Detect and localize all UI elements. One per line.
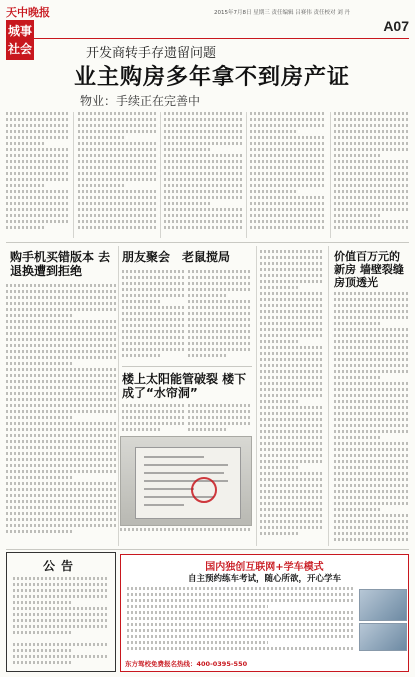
lead-body-col3	[164, 112, 242, 238]
notice-title: 公告	[42, 559, 79, 573]
lead-body-col1	[6, 112, 70, 238]
ad-photo-car	[359, 589, 407, 621]
lead-body-col4	[250, 112, 326, 238]
masthead	[6, 4, 74, 60]
column-rule	[330, 112, 331, 238]
story-headline-friend: 朋友聚会 老鼠搅局	[122, 250, 231, 264]
lead-body-col5	[334, 112, 409, 238]
public-notice	[6, 552, 116, 672]
ad-title: 国内独创互联网+学车模式	[205, 562, 324, 573]
seal-stamp-icon	[191, 477, 217, 503]
issue-meta: 2015年7月8日 星期三 责任编辑 吕赛伟 责任校对 刘 丹	[214, 10, 350, 16]
column-rule	[160, 112, 161, 238]
column-rule	[328, 246, 329, 546]
ad-subtitle: 自主预约练车考试，随心所欲，开心学车	[187, 574, 341, 584]
story-body-wall	[334, 292, 409, 546]
story-body-friend-col1	[122, 270, 184, 362]
ad-hotline: 东方驾校免费报名热线：400-0395-550	[125, 660, 248, 668]
column-rule	[256, 246, 257, 546]
section-divider	[6, 549, 409, 550]
story-body-pipe-col3	[260, 250, 324, 546]
section-divider	[6, 242, 409, 243]
story-headline-phone: 购手机买错版本 去退换遭到拒绝	[10, 250, 111, 279]
section-label-line2: 社会	[7, 42, 32, 56]
lead-headline: 业主购房多年拿不到房产证	[74, 65, 351, 90]
header-rule	[6, 38, 409, 39]
column-rule	[118, 246, 119, 546]
column-rule	[246, 112, 247, 238]
notice-body	[13, 577, 109, 667]
story-body-phone	[6, 284, 116, 546]
story-body-friend-col2	[188, 270, 250, 362]
section-divider	[122, 366, 252, 367]
ad-body	[127, 587, 355, 653]
brand-logo: 天中晚报	[6, 6, 50, 19]
story-body-pipe-col1	[122, 404, 184, 434]
lead-body-col2	[78, 112, 156, 238]
lead-kicker: 开发商转手存遗留问题	[86, 46, 217, 61]
driving-school-ad	[120, 554, 409, 672]
story-body-pipe-col2	[188, 404, 250, 434]
column-rule	[73, 112, 74, 238]
section-label	[6, 20, 34, 60]
certificate-photo	[120, 436, 252, 526]
story-headline-wall: 价值百万元的新房 墙壁裂缝房顶透光	[334, 250, 404, 290]
photo-caption	[120, 528, 252, 537]
page-number: A07	[383, 18, 409, 34]
story-headline-pipe: 楼上太阳能管破裂 楼下成了“水帘洞”	[122, 372, 247, 401]
document-image	[135, 447, 241, 519]
ad-photo-student	[359, 623, 407, 651]
section-label-line1: 城事	[7, 24, 32, 38]
lead-subhead: 物业：手续正在完善中	[80, 94, 201, 108]
